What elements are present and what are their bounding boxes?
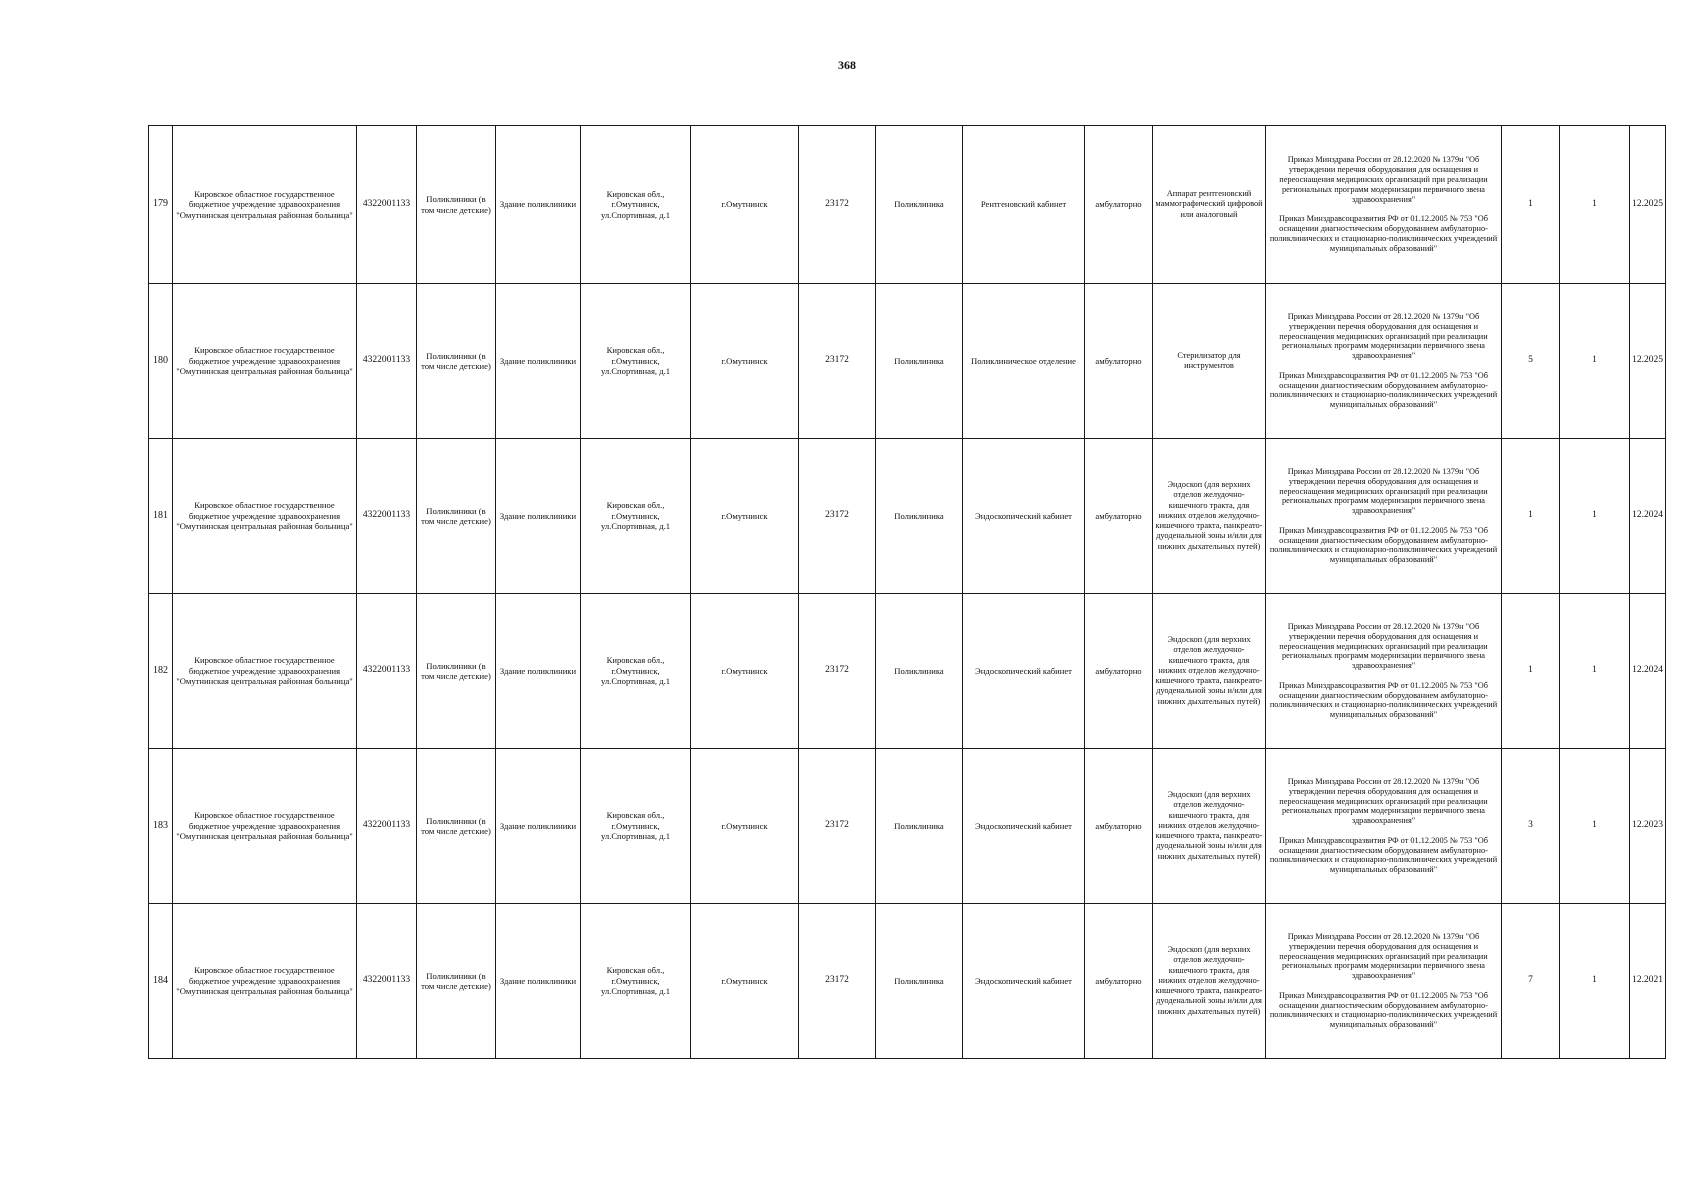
organization-name: Кировское областное государственное бюджетное учреждение здравоохранения "Омутнинская центральная районная больница" xyxy=(173,904,357,1059)
legal-basis-order-1379n: Приказ Минздрава России от 28.12.2020 № 1379н "Об утверждении перечня оборудования для оснащения и переоснащения медицинских организаций при реализации региональных программ модернизации первичного звена здравоохранения" xyxy=(1279,931,1488,981)
legal-basis-order-753: Приказ Минздравсоцразвития РФ от 01.12.2005 № 753 "Об оснащении диагностическим оборудованием амбулаторно-поликлинических и стационарно-поликлинических учреждений муниципальных образований" xyxy=(1269,525,1498,565)
city: г.Омутнинск xyxy=(691,904,799,1059)
available-quantity: 1 xyxy=(1560,904,1630,1059)
table-row xyxy=(149,904,1666,1059)
row-number: 181 xyxy=(149,439,173,594)
address: Кировская обл., г.Омутнинск, ул.Спортивная, д.1 xyxy=(581,904,691,1059)
organization-name: Кировское областное государственное бюджетное учреждение здравоохранения "Омутнинская центральная районная больница" xyxy=(173,594,357,749)
building-name: Здание поликлиники xyxy=(496,594,581,749)
care-mode: амбулаторно xyxy=(1085,904,1153,1059)
legal-basis-order-1379n: Приказ Минздрава России от 28.12.2020 № 1379н "Об утверждении перечня оборудования для оснащения и переоснащения медицинских организаций при реализации региональных программ модернизации первичного звена здравоохранения" xyxy=(1279,155,1488,204)
legal-basis-order-1379n: Приказ Минздрава России от 28.12.2020 № 1379н "Об утверждении перечня оборудования для оснащения и переоснащения медицинских организаций при реализации региональных программ модернизации первичного звена здравоохранения" xyxy=(1279,311,1488,361)
table-row xyxy=(149,749,1666,904)
building-name: Здание поликлиники xyxy=(496,284,581,439)
available-quantity: 1 xyxy=(1560,749,1630,904)
equipment-name: Эндоскоп (для верхних отделов желудочно-кишечного тракта, для нижних отделов желудочно-кишечного тракта, панкреато-дуоденальной зоны и/или для нижних дыхательных путей) xyxy=(1153,904,1266,1059)
care-mode: амбулаторно xyxy=(1085,749,1153,904)
okato-code: 23172 xyxy=(799,904,876,1059)
legal-basis-order-753: Приказ Минздравсоцразвития РФ от 01.12.2005 № 753 "Об оснащении диагностическим оборудованием амбулаторно-поликлинических и стационарно-поликлинических учреждений муниципальных образований" xyxy=(1269,214,1498,253)
care-mode: амбулаторно xyxy=(1085,126,1153,284)
equipment-name: Аппарат рентгеновский маммографический цифровой или аналоговый xyxy=(1153,126,1266,284)
division-type: Поликлиники (в том числе детские) xyxy=(417,126,496,284)
legal-basis xyxy=(1266,126,1502,284)
equipment-name: Стерилизатор для инструментов xyxy=(1153,284,1266,439)
required-quantity: 1 xyxy=(1502,439,1560,594)
inn: 4322001133 xyxy=(357,749,417,904)
available-quantity: 1 xyxy=(1560,284,1630,439)
target-date: 12.2024 xyxy=(1630,594,1666,749)
legal-basis-order-1379n: Приказ Минздрава России от 28.12.2020 № 1379н "Об утверждении перечня оборудования для оснащения и переоснащения медицинских организаций при реализации региональных программ модернизации первичного звена здравоохранения" xyxy=(1279,621,1488,671)
organization-name: Кировское областное государственное бюджетное учреждение здравоохранения "Омутнинская центральная районная больница" xyxy=(173,284,357,439)
unit-name: Поликлиника xyxy=(876,284,963,439)
row-number: 179 xyxy=(149,126,173,284)
okato-code: 23172 xyxy=(799,594,876,749)
target-date: 12.2024 xyxy=(1630,439,1666,594)
inn: 4322001133 xyxy=(357,594,417,749)
address: Кировская обл., г.Омутнинск, ул.Спортивная, д.1 xyxy=(581,594,691,749)
unit-name: Поликлиника xyxy=(876,126,963,284)
equipment-table xyxy=(148,125,1666,1059)
city: г.Омутнинск xyxy=(691,126,799,284)
target-date: 12.2023 xyxy=(1630,749,1666,904)
unit-name: Поликлиника xyxy=(876,594,963,749)
table-row xyxy=(149,284,1666,439)
available-quantity: 1 xyxy=(1560,126,1630,284)
room-name: Поликлиническое отделение xyxy=(963,284,1085,439)
target-date: 12.2025 xyxy=(1630,126,1666,284)
inn: 4322001133 xyxy=(357,126,417,284)
okato-code: 23172 xyxy=(799,284,876,439)
building-name: Здание поликлиники xyxy=(496,749,581,904)
legal-basis-order-1379n: Приказ Минздрава России от 28.12.2020 № 1379н "Об утверждении перечня оборудования для оснащения и переоснащения медицинских организаций при реализации региональных программ модернизации первичного звена здравоохранения" xyxy=(1279,776,1488,826)
required-quantity: 3 xyxy=(1502,749,1560,904)
table-row xyxy=(149,439,1666,594)
legal-basis-order-753: Приказ Минздравсоцразвития РФ от 01.12.2005 № 753 "Об оснащении диагностическим оборудованием амбулаторно-поликлинических и стационарно-поликлинических учреждений муниципальных образований" xyxy=(1269,990,1498,1030)
division-type: Поликлиники (в том числе детские) xyxy=(417,904,496,1059)
care-mode: амбулаторно xyxy=(1085,594,1153,749)
inn: 4322001133 xyxy=(357,439,417,594)
unit-name: Поликлиника xyxy=(876,904,963,1059)
unit-name: Поликлиника xyxy=(876,749,963,904)
building-name: Здание поликлиники xyxy=(496,904,581,1059)
room-name: Эндоскопический кабинет xyxy=(963,749,1085,904)
row-number: 180 xyxy=(149,284,173,439)
care-mode: амбулаторно xyxy=(1085,284,1153,439)
legal-basis-order-1379n: Приказ Минздрава России от 28.12.2020 № 1379н "Об утверждении перечня оборудования для оснащения и переоснащения медицинских организаций при реализации региональных программ модернизации первичного звена здравоохранения" xyxy=(1279,466,1488,516)
building-name: Здание поликлиники xyxy=(496,439,581,594)
division-type: Поликлиники (в том числе детские) xyxy=(417,594,496,749)
okato-code: 23172 xyxy=(799,749,876,904)
available-quantity: 1 xyxy=(1560,439,1630,594)
organization-name: Кировское областное государственное бюджетное учреждение здравоохранения "Омутнинская центральная районная больница" xyxy=(173,749,357,904)
legal-basis-order-753: Приказ Минздравсоцразвития РФ от 01.12.2005 № 753 "Об оснащении диагностическим оборудованием амбулаторно-поликлинических и стационарно-поликлинических учреждений муниципальных образований" xyxy=(1269,370,1498,410)
okato-code: 23172 xyxy=(799,439,876,594)
building-name: Здание поликлиники xyxy=(496,126,581,284)
city: г.Омутнинск xyxy=(691,284,799,439)
legal-basis-order-753: Приказ Минздравсоцразвития РФ от 01.12.2005 № 753 "Об оснащении диагностическим оборудованием амбулаторно-поликлинических и стационарно-поликлинических учреждений муниципальных образований" xyxy=(1269,680,1498,720)
legal-basis xyxy=(1266,439,1502,594)
table-row xyxy=(149,594,1666,749)
room-name: Рентгеновский кабинет xyxy=(963,126,1085,284)
inn: 4322001133 xyxy=(357,904,417,1059)
legal-basis xyxy=(1266,594,1502,749)
legal-basis xyxy=(1266,749,1502,904)
required-quantity: 5 xyxy=(1502,284,1560,439)
organization-name: Кировское областное государственное бюджетное учреждение здравоохранения "Омутнинская центральная районная больница" xyxy=(173,439,357,594)
row-number: 183 xyxy=(149,749,173,904)
target-date: 12.2021 xyxy=(1630,904,1666,1059)
target-date: 12.2025 xyxy=(1630,284,1666,439)
room-name: Эндоскопический кабинет xyxy=(963,594,1085,749)
equipment-name: Эндоскоп (для верхних отделов желудочно-кишечного тракта, для нижних отделов желудочно-кишечного тракта, панкреато-дуоденальной зоны и/или для нижних дыхательных путей) xyxy=(1153,439,1266,594)
table-row xyxy=(149,126,1666,284)
address: Кировская обл., г.Омутнинск, ул.Спортивная, д.1 xyxy=(581,749,691,904)
room-name: Эндоскопический кабинет xyxy=(963,439,1085,594)
required-quantity: 1 xyxy=(1502,594,1560,749)
available-quantity: 1 xyxy=(1560,594,1630,749)
page-number: 368 xyxy=(838,58,856,72)
address: Кировская обл., г.Омутнинск, ул.Спортивная, д.1 xyxy=(581,284,691,439)
division-type: Поликлиники (в том числе детские) xyxy=(417,439,496,594)
unit-name: Поликлиника xyxy=(876,439,963,594)
address: Кировская обл., г.Омутнинск, ул.Спортивная, д.1 xyxy=(581,126,691,284)
legal-basis xyxy=(1266,284,1502,439)
row-number: 182 xyxy=(149,594,173,749)
legal-basis-order-753: Приказ Минздравсоцразвития РФ от 01.12.2005 № 753 "Об оснащении диагностическим оборудованием амбулаторно-поликлинических и стационарно-поликлинических учреждений муниципальных образований" xyxy=(1269,835,1498,875)
required-quantity: 1 xyxy=(1502,126,1560,284)
division-type: Поликлиники (в том числе детские) xyxy=(417,749,496,904)
required-quantity: 7 xyxy=(1502,904,1560,1059)
row-number: 184 xyxy=(149,904,173,1059)
city: г.Омутнинск xyxy=(691,749,799,904)
care-mode: амбулаторно xyxy=(1085,439,1153,594)
organization-name: Кировское областное государственное бюджетное учреждение здравоохранения "Омутнинская центральная районная больница" xyxy=(173,126,357,284)
inn: 4322001133 xyxy=(357,284,417,439)
equipment-name: Эндоскоп (для верхних отделов желудочно-кишечного тракта, для нижних отделов желудочно-кишечного тракта, панкреато-дуоденальной зоны и/или для нижних дыхательных путей) xyxy=(1153,594,1266,749)
division-type: Поликлиники (в том числе детские) xyxy=(417,284,496,439)
city: г.Омутнинск xyxy=(691,439,799,594)
room-name: Эндоскопический кабинет xyxy=(963,904,1085,1059)
city: г.Омутнинск xyxy=(691,594,799,749)
legal-basis xyxy=(1266,904,1502,1059)
okato-code: 23172 xyxy=(799,126,876,284)
address: Кировская обл., г.Омутнинск, ул.Спортивная, д.1 xyxy=(581,439,691,594)
equipment-name: Эндоскоп (для верхних отделов желудочно-кишечного тракта, для нижних отделов желудочно-кишечного тракта, панкреато-дуоденальной зоны и/или для нижних дыхательных путей) xyxy=(1153,749,1266,904)
